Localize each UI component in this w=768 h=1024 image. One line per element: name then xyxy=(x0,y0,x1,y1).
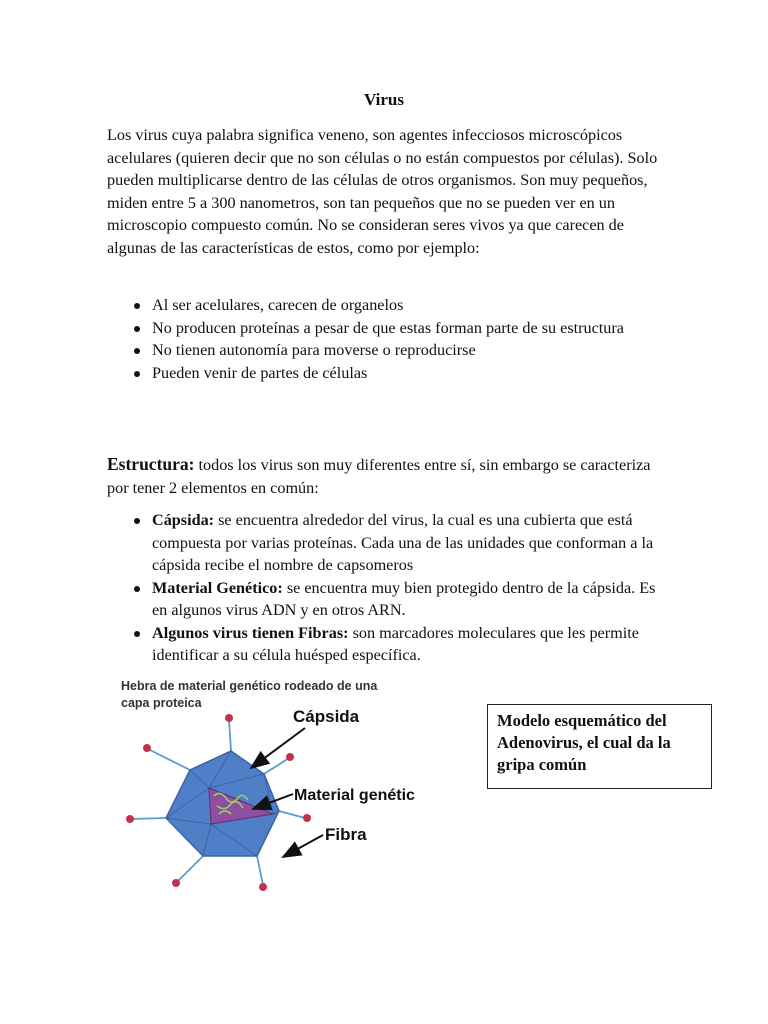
fiber xyxy=(229,719,231,751)
label-material: Material genétic xyxy=(294,787,415,804)
fiber-knob xyxy=(303,814,311,822)
arrow-capsida xyxy=(251,728,305,768)
term-capsida: Cápsida: xyxy=(152,511,215,529)
structure-paragraph xyxy=(107,453,667,499)
list-item: Pueden venir de partes de células xyxy=(107,362,667,385)
fiber-knob xyxy=(259,883,267,891)
list-item: Al ser acelulares, carecen de organelos xyxy=(107,294,667,317)
adenovirus-diagram xyxy=(93,672,424,892)
adenovirus-figure xyxy=(93,672,424,892)
figure-caption-line1: Hebra de material genético rodeado de una xyxy=(121,679,378,693)
list-item xyxy=(107,622,667,667)
intro-paragraph: Los virus cuya palabra significa veneno, son agentes infecciosos microscópicos acelulares (quieren decir que no son células o no están compuestos por células). Solo pueden multiplicarse dentro de las células de otros organismos. Son muy pequeños, miden entre 5 a 300 nanometros, son tan pequeños que no se pueden ver en un microscopio compuesto común. No se consideran seres vivos ya que carecen de algunas de las características de estos, como por ejemplo: xyxy=(107,126,658,257)
fiber xyxy=(148,749,190,770)
fiber-knob xyxy=(143,744,151,752)
desc-fibras: son marcadores moleculares que les permite identificar a su célula huésped específica. xyxy=(152,623,639,664)
structure-text: todos los virus son muy diferentes entre sí, sin embargo se caracteriza por tener 2 elementos en común: xyxy=(107,456,651,497)
term-fibras: Algunos virus tienen Fibras: xyxy=(152,623,349,642)
characteristics-list xyxy=(107,294,667,384)
page-title: Virus xyxy=(364,90,404,109)
fiber xyxy=(264,758,289,774)
list-item: No tienen autonomía para moverse o reproducirse xyxy=(107,339,667,362)
list-item: No producen proteínas a pesar de que estas forman parte de su estructura xyxy=(107,317,667,340)
label-capsida: Cápsida xyxy=(293,707,360,726)
fiber-knob xyxy=(172,879,180,887)
desc-capsida: se encuentra alrededor del virus, la cual es una cubierta que está compuesta por varias proteínas. Cada una de las unidades que conforman a la cápsida recibe el nombre de capsomeros xyxy=(152,511,654,574)
label-fibra: Fibra xyxy=(325,825,367,844)
fiber-knob xyxy=(225,714,233,722)
desc-material: se encuentra muy bien protegido dentro de la cápsida. Es en algunos virus ADN y en otros ARN. xyxy=(152,578,656,619)
side-caption-box: Modelo esquemático del Adenovirus, el cual da la gripa común xyxy=(487,704,712,789)
arrow-fibra xyxy=(283,835,323,857)
term-material: Material Genético: xyxy=(152,578,283,597)
fiber-knob xyxy=(126,815,134,823)
fiber xyxy=(257,856,263,885)
figure-caption-line2: capa proteica xyxy=(121,696,202,710)
fiber-knob xyxy=(286,753,294,761)
structure-list xyxy=(107,509,667,667)
fiber xyxy=(177,856,203,882)
fiber xyxy=(131,818,166,819)
structure-heading: Estructura: xyxy=(107,454,195,474)
fiber xyxy=(279,811,305,818)
list-item xyxy=(107,509,667,577)
list-item xyxy=(107,577,667,622)
